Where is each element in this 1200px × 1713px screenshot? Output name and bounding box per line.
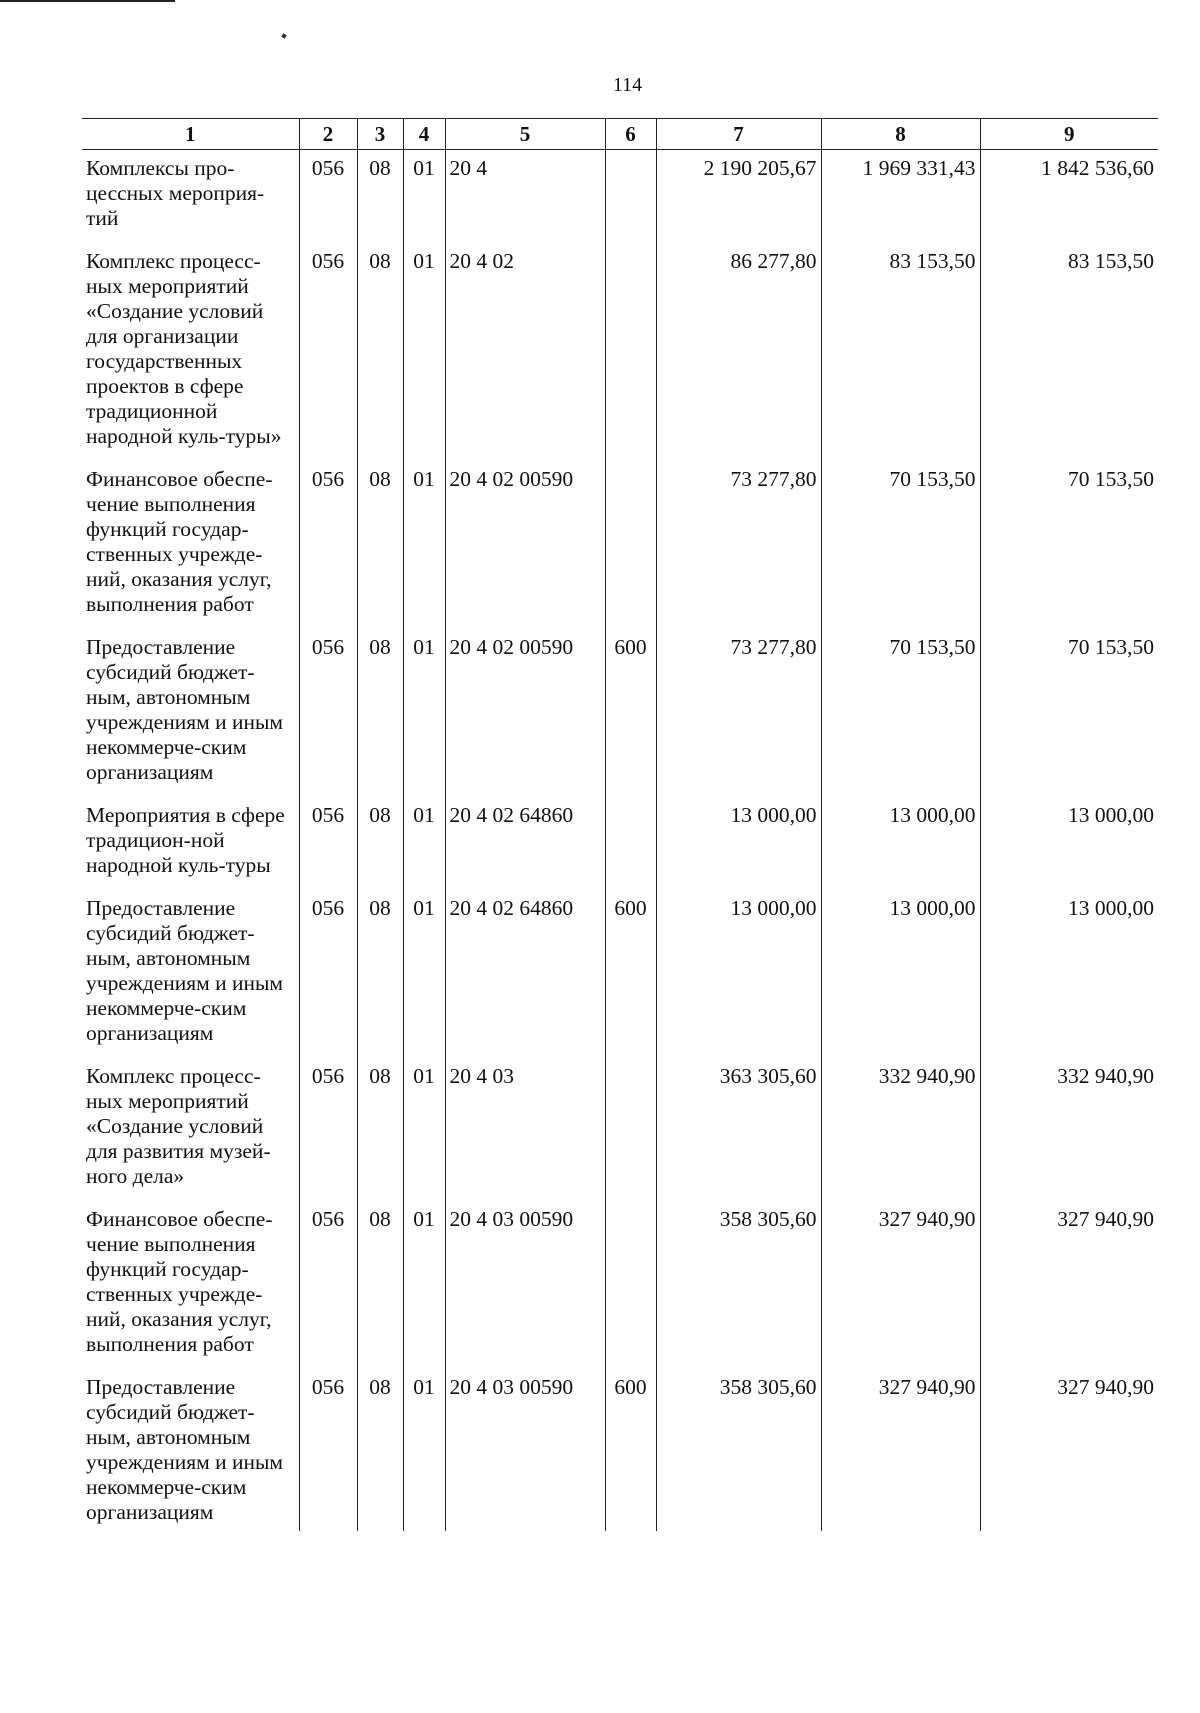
column-header: 8 (821, 119, 980, 150)
expense-name: Предоставление субсидий бюджет-ным, автономным учреждениям и иным некоммерче-ским организациям (86, 1375, 284, 1524)
scan-speck (281, 33, 286, 38)
target-article-code: 20 4 03 00590 (445, 1369, 605, 1531)
ministry-code: 056 (299, 1369, 357, 1531)
amount-col9: 332 940,90 (980, 1058, 1158, 1201)
table-row (82, 1369, 1158, 1531)
scan-edge-mark (0, 0, 175, 2)
ministry-code: 056 (299, 1201, 357, 1369)
expense-name: Комплексы про-цессных мероприя-тий (86, 156, 265, 230)
column-header: 7 (656, 119, 821, 150)
column-header: 1 (82, 119, 299, 150)
amount-col9: 1 842 536,60 (980, 150, 1158, 244)
target-article-code: 20 4 02 (445, 243, 605, 461)
amount-col8: 327 940,90 (821, 1369, 980, 1531)
section-code: 08 (357, 243, 403, 461)
subsection-code: 01 (403, 797, 445, 890)
amount-col9: 327 940,90 (980, 1201, 1158, 1369)
amount-col8: 13 000,00 (821, 797, 980, 890)
section-code: 08 (357, 1369, 403, 1531)
section-code: 08 (357, 1201, 403, 1369)
amount-col7: 13 000,00 (656, 890, 821, 1058)
column-header: 9 (980, 119, 1158, 150)
expense-name: Предоставление субсидий бюджет-ным, автономным учреждениям и иным некоммерче-ским организациям (86, 896, 284, 1045)
target-article-code: 20 4 03 (445, 1058, 605, 1201)
section-code: 08 (357, 150, 403, 244)
ministry-code: 056 (299, 797, 357, 890)
target-article-code: 20 4 03 00590 (445, 1201, 605, 1369)
amount-col7: 13 000,00 (656, 797, 821, 890)
table-row (82, 629, 1158, 797)
target-article-code: 20 4 02 00590 (445, 461, 605, 629)
expense-type-code: 600 (605, 890, 656, 1058)
column-header: 3 (357, 119, 403, 150)
ministry-code: 056 (299, 890, 357, 1058)
amount-col9: 70 153,50 (980, 461, 1158, 629)
subsection-code: 01 (403, 150, 445, 244)
ministry-code: 056 (299, 461, 357, 629)
ministry-code: 056 (299, 150, 357, 244)
ministry-code: 056 (299, 1058, 357, 1201)
table-row (82, 150, 1158, 244)
expense-name: Комплекс процесс-ных мероприятий «Создание условий для развития музей-ного дела» (86, 1064, 271, 1188)
section-code: 08 (357, 629, 403, 797)
expense-type-code: 600 (605, 1369, 656, 1531)
amount-col8: 1 969 331,43 (821, 150, 980, 244)
expense-type-code (605, 461, 656, 629)
expense-name: Финансовое обеспе-чение выполнения функций государ-ственных учрежде-ний, оказания услуг, выполнения работ (86, 467, 273, 616)
table-row (82, 1201, 1158, 1369)
amount-col9: 70 153,50 (980, 629, 1158, 797)
expense-type-code (605, 797, 656, 890)
target-article-code: 20 4 (445, 150, 605, 244)
budget-table (82, 118, 1158, 1531)
amount-col8: 13 000,00 (821, 890, 980, 1058)
amount-col7: 73 277,80 (656, 629, 821, 797)
amount-col8: 70 153,50 (821, 461, 980, 629)
amount-col7: 86 277,80 (656, 243, 821, 461)
ministry-code: 056 (299, 629, 357, 797)
column-header: 2 (299, 119, 357, 150)
amount-col7: 363 305,60 (656, 1058, 821, 1201)
amount-col7: 358 305,60 (656, 1201, 821, 1369)
amount-col7: 2 190 205,67 (656, 150, 821, 244)
expense-name: Финансовое обеспе-чение выполнения функций государ-ственных учрежде-ний, оказания услуг, выполнения работ (86, 1207, 273, 1356)
table-row (82, 890, 1158, 1058)
amount-col8: 327 940,90 (821, 1201, 980, 1369)
table-row (82, 797, 1158, 890)
column-header: 5 (445, 119, 605, 150)
subsection-code: 01 (403, 1369, 445, 1531)
amount-col7: 358 305,60 (656, 1369, 821, 1531)
target-article-code: 20 4 02 64860 (445, 797, 605, 890)
expense-name: Предоставление субсидий бюджет-ным, автономным учреждениям и иным некоммерче-ским организациям (86, 635, 284, 784)
amount-col8: 332 940,90 (821, 1058, 980, 1201)
amount-col9: 327 940,90 (980, 1369, 1158, 1531)
subsection-code: 01 (403, 1201, 445, 1369)
section-code: 08 (357, 461, 403, 629)
amount-col7: 73 277,80 (656, 461, 821, 629)
section-code: 08 (357, 890, 403, 1058)
ministry-code: 056 (299, 243, 357, 461)
subsection-code: 01 (403, 890, 445, 1058)
amount-col9: 13 000,00 (980, 797, 1158, 890)
table-row (82, 461, 1158, 629)
amount-col8: 83 153,50 (821, 243, 980, 461)
subsection-code: 01 (403, 629, 445, 797)
expense-type-code (605, 243, 656, 461)
target-article-code: 20 4 02 00590 (445, 629, 605, 797)
column-number-row (82, 119, 1158, 150)
column-header: 4 (403, 119, 445, 150)
target-article-code: 20 4 02 64860 (445, 890, 605, 1058)
subsection-code: 01 (403, 461, 445, 629)
section-code: 08 (357, 797, 403, 890)
table-row (82, 1058, 1158, 1201)
expense-type-code (605, 150, 656, 244)
amount-col8: 70 153,50 (821, 629, 980, 797)
table-row (82, 243, 1158, 461)
column-header: 6 (605, 119, 656, 150)
expense-type-code: 600 (605, 629, 656, 797)
subsection-code: 01 (403, 1058, 445, 1201)
expense-type-code (605, 1201, 656, 1369)
expense-type-code (605, 1058, 656, 1201)
expense-name: Комплекс процесс-ных мероприятий «Создание условий для организации государственных проектов в сфере традиционной народной куль-туры» (86, 249, 282, 448)
page-number: 114 (612, 74, 643, 96)
amount-col9: 83 153,50 (980, 243, 1158, 461)
section-code: 08 (357, 1058, 403, 1201)
subsection-code: 01 (403, 243, 445, 461)
expense-name: Мероприятия в сфере традицион-ной народной куль-туры (86, 803, 285, 877)
amount-col9: 13 000,00 (980, 890, 1158, 1058)
